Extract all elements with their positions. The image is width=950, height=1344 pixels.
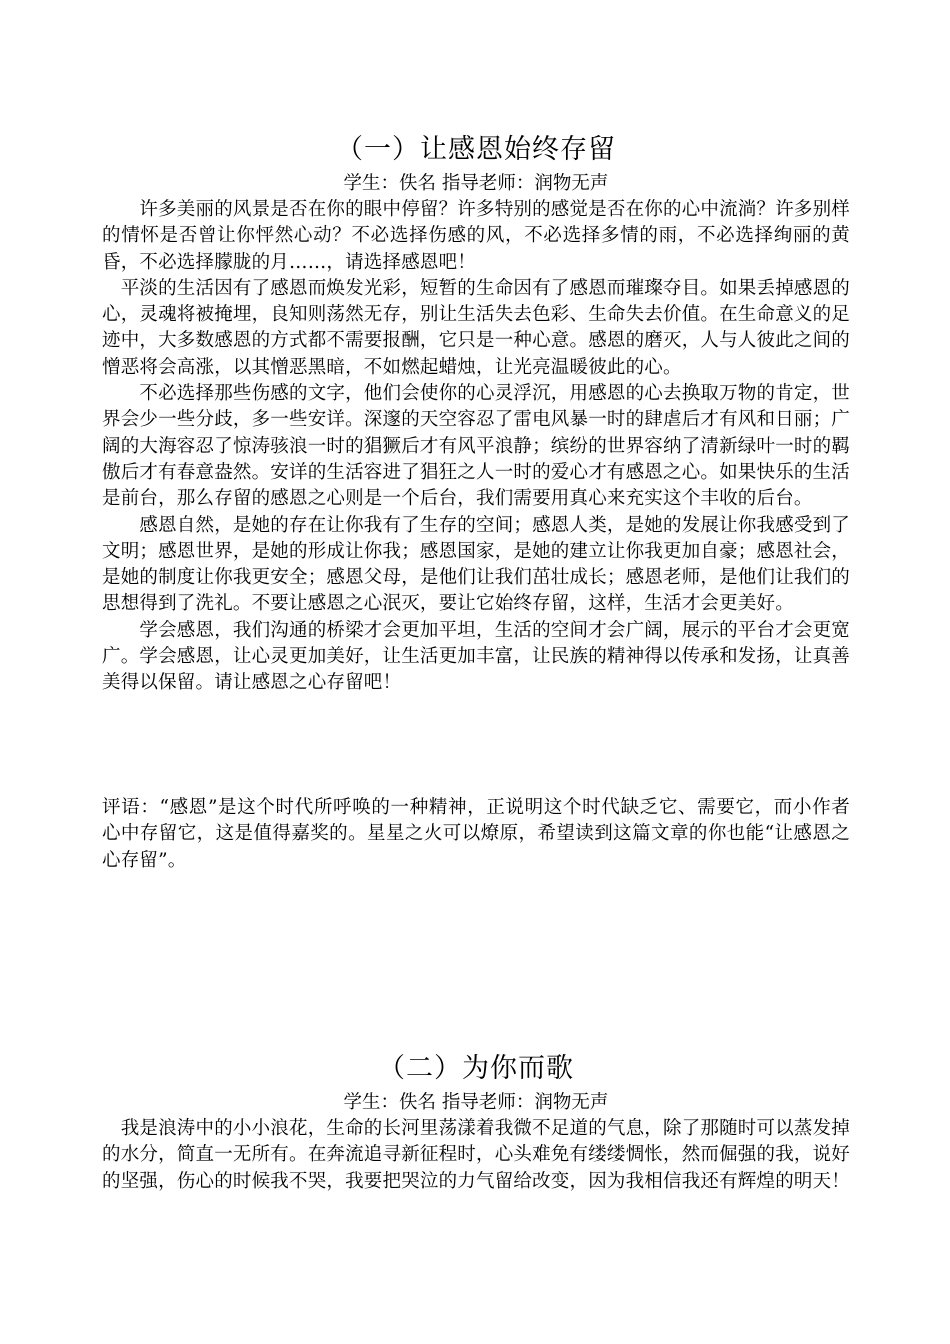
teacher-comment bbox=[102, 795, 850, 874]
section-2-title: （二）为你而歌 bbox=[378, 1053, 574, 1084]
section-1-title: （一）让感恩始终存留 bbox=[336, 134, 616, 165]
section-1-byline: 学生：佚名 指导老师：润物无声 bbox=[343, 173, 609, 194]
section-1-paragraph-4: 感恩自然，是她的存在让你我有了生存的空间；感恩人类，是她的发展让你我感受到了文明；感恩世界，是她的形成让你我；感恩国家，是她的建立让你我更加自豪；感恩社会，是她的制度让你我更安全；感恩父母，是他们让我们茁壮成长；感恩老师，是他们让我们的思想得到了洗礼。不要让感恩之心泯灭，要让它始终存留，这样，生活才会更美好。 bbox=[102, 514, 851, 615]
section-1-paragraph-3: 不必选择那些伤感的文字，他们会使你的心灵浮沉，用感恩的心去换取万物的肯定，世界会少一些分歧，多一些安详。深邃的天空容忍了雷电风暴一时的肆虐后才有风和日丽；广阔的大海容忍了惊涛骇浪一时的猖獗后才有风平浪静；缤纷的世界容纳了清新绿叶一时的羁傲后才有春意盎然。安详的生活容进了猖狂之人一时的爱心才有感恩之心。如果快乐的生活是前台，那么存留的感恩之心则是一个后台，我们需要用真心来充实这个丰收的后台。 bbox=[102, 383, 851, 510]
essay-section-1 bbox=[102, 133, 850, 697]
section-1-paragraph-1: 许多美丽的风景是否在你的眼中停留？许多特别的感觉是否在你的心中流淌？许多别样的情怀是否曾让你怦然心动？不必选择伤感的风，不必选择多情的雨，不必选择绚丽的黄昏，不必选择朦胧的月……，请选择感恩吧！ bbox=[102, 199, 851, 273]
comment-text: 评语：“感恩”是这个时代所呼唤的一种精神，正说明这个时代缺乏它、需要它，而小作者心中存留它，这是值得嘉奖的。星星之火可以燎原，希望读到这篇文章的你也能“让感恩之心存留”。 bbox=[102, 797, 850, 871]
section-2-byline: 学生：佚名 指导老师：润物无声 bbox=[343, 1092, 609, 1113]
essay-section-2 bbox=[102, 1052, 850, 1195]
section-1-paragraph-5: 学会感恩，我们沟通的桥梁才会更加平坦，生活的空间才会广阔，展示的平台才会更宽广。学会感恩，让心灵更加美好，让生活更加丰富，让民族的精神得以传承和发扬，让真善美得以保留。请让感恩之心存留吧！ bbox=[102, 619, 851, 694]
section-1-paragraph-2: 平淡的生活因有了感恩而焕发光彩，短暂的生命因有了感恩而璀璨夺目。如果丢掉感恩的心，灵魂将被掩埋，良知则荡然无存，别让生活失去色彩、生命失去价值。在生命意义的足迹中，大多数感恩的方式都不需要报酬，它只是一种心意。感恩的磨灭，人与人彼此之间的 憎恶将会高涨，以其憎恶黑暗，不如燃起蜡烛，让光亮温暖彼此的心。 bbox=[102, 277, 851, 378]
section-2-paragraph-1: 我是浪涛中的小小浪花，生命的长河里荡漾着我微不足道的气息，除了那随时可以蒸发掉的水分，简直一无所有。在奔流追寻新征程时，心头难免有缕缕惆怅，然而倔强的我，说好的坚强，伤心的时候我不哭，我要把哭泣的力气留给改变，因为我相信我还有辉煌的明天！ bbox=[102, 1118, 851, 1192]
